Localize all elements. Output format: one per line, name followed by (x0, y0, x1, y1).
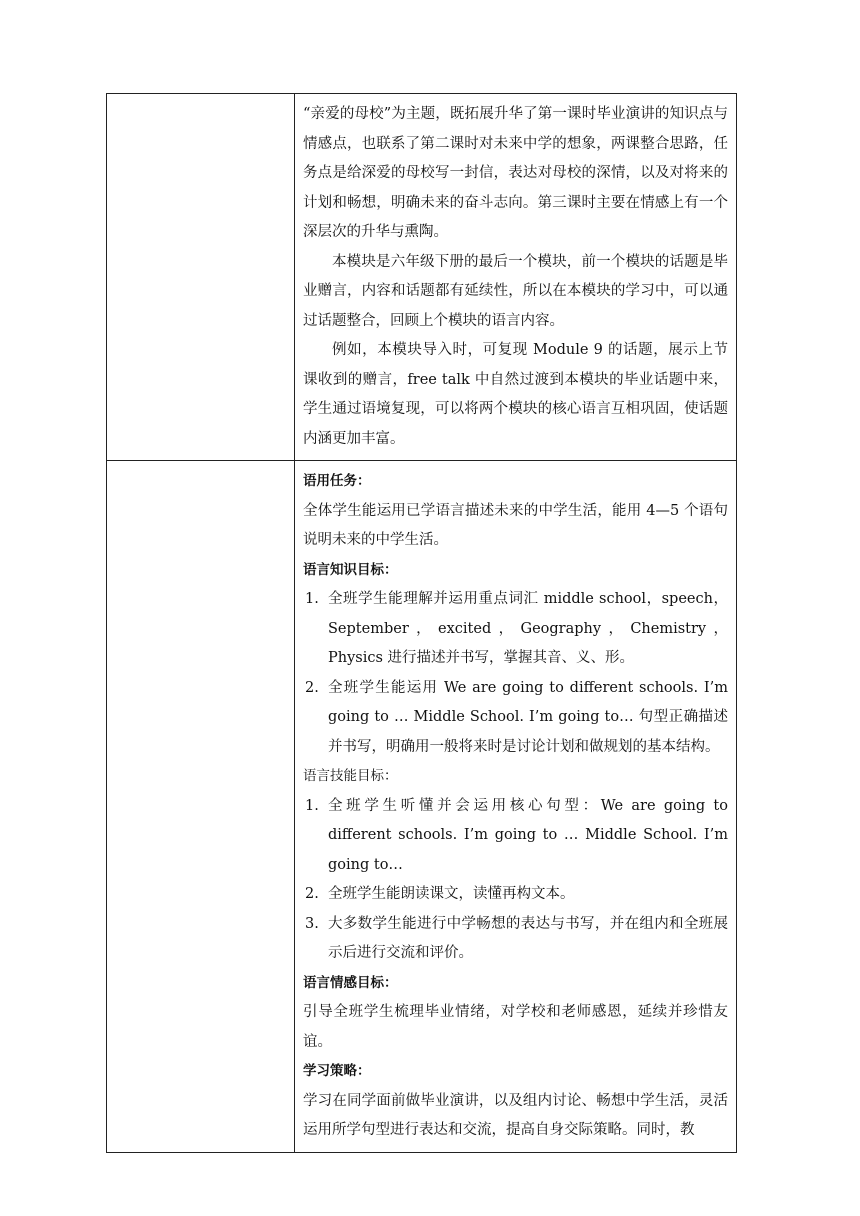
list-item (303, 585, 728, 674)
table-row (107, 461, 737, 1153)
skill-heading: 语言技能目标： (303, 768, 398, 784)
list-number: 1. (305, 591, 319, 607)
task-text: 全体学生能运用已学语言描述未来的中学生活，能用 4—5 个语句说明未来的中学生活。 (303, 502, 728, 548)
list-text: 大多数学生能进行中学畅想的表达与书写，并在组内和全班展示后进行交流和评价。 (328, 915, 728, 961)
list-item (303, 910, 728, 969)
right-cell-content (295, 94, 737, 461)
paragraph: “亲爱的母校”为主题，既拓展升华了第一课时毕业演讲的知识点与情感点，也联系了第二课时对未来中学的想象，两课整合思路，任务点是给深爱的母校写一封信，表达对母校的深情，以及对将来的计划和畅想，明确未来的奋斗志向。第三课时主要在情感上有一个深层次的升华与熏陶。 (303, 106, 728, 240)
lesson-plan-table (106, 93, 737, 1153)
skill-list (303, 792, 728, 969)
knowledge-list (303, 585, 728, 762)
list-number: 1. (305, 797, 319, 814)
paragraph: 本模块是六年级下册的最后一个模块，前一个模块的话题是毕业赠言，内容和话题都有延续性，所以在本模块的学习中，可以通过话题整合，回顾上个模块的语言内容。 (303, 253, 728, 329)
task-heading: 语用任务： (303, 473, 371, 489)
list-item (303, 674, 728, 763)
emotion-heading: 语言情感目标： (303, 974, 398, 991)
left-cell-empty (107, 461, 295, 1153)
list-text: 全班学生听懂并会运用核心句型：We are going to different schools. I’m going to … Middle School. I’m going to… (328, 797, 728, 873)
list-number: 2. (305, 886, 319, 902)
list-item (303, 880, 728, 910)
left-cell-empty (107, 94, 295, 461)
list-number: 3. (305, 915, 319, 932)
emotion-text: 引导全班学生梳理毕业情绪，对学校和老师感恩，延续并珍惜友谊。 (303, 1004, 728, 1050)
paragraph: 例如，本模块导入时，可复现 Module 9 的话题，展示上节课收到的赠言，free talk 中自然过渡到本模块的毕业话题中来，学生通过语境复现，可以将两个模块的核心语言互相巩固，使话题内涵更加丰富。 (303, 342, 728, 447)
knowledge-heading: 语言知识目标： (303, 561, 398, 578)
list-number: 2. (305, 679, 319, 696)
table-row (107, 94, 737, 461)
list-text: 全班学生能理解并运用重点词汇 middle school，speech，September，excited，Geography，Chemistry，Physics 进行描述并书写，掌握其音、义、形。 (328, 591, 728, 666)
right-cell-objectives (295, 461, 737, 1153)
list-item (303, 792, 728, 881)
list-text: 全班学生能朗读课文，读懂再构文本。 (328, 886, 575, 902)
strategy-text: 学习在同学面前做毕业演讲，以及组内讨论、畅想中学生活，灵活运用所学句型进行表达和交流，提高自身交际策略。同时，教 (303, 1092, 728, 1138)
strategy-heading: 学习策略： (303, 1063, 371, 1079)
list-text: 全班学生能运用 We are going to different schools. I’m going to … Middle School. I’m going to… 句型正确描述并书写，明确用一般将来时是讨论计划和做规划的基本结构。 (328, 679, 728, 755)
